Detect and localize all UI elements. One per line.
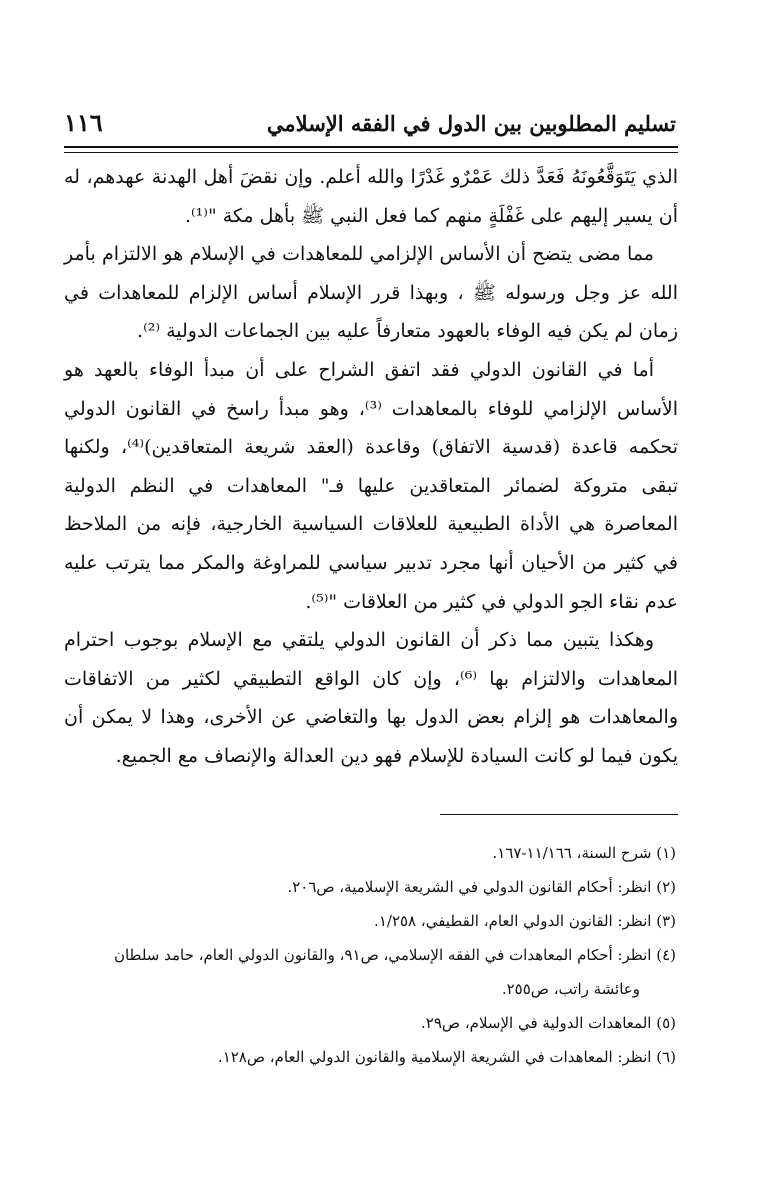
footnote-4-continuation: وعائشة راتب، ص٢٥٥. (501, 980, 640, 998)
footnote-2: (٢) انظر: أحكام القانون الدولي في الشريعة الإسلامية، ص٢٠٦. (287, 878, 676, 896)
paragraph-3: أما في القانون الدولي فقد اتفق الشراح على أن مبدأ الوفاء بالعهد هو الأساس الإلزامي للوفاء بالمعاهدات ⁽³⁾، وهو مبدأ راسخ في القانون الدولي تحكمه قاعدة (قدسية الاتفاق) وقاعدة (العقد شريعة المتعاقدين)⁽⁴⁾، ولكنها تبقى متروكة لضمائر المتعاقدين عليها فـ" المعاهدات في النظم الدولية المعاصرة هي الأداة الطبيعية للعلاقات السياسية الخارجية، فإنه من الملاحظ في كثير من الأحيان أنها مجرد تدبير سياسي للمراوغة والمكر مما يترتب عليه عدم نقاء الجو الدولي في كثير من العلاقات "⁽⁵⁾. (64, 358, 679, 613)
footnotes (64, 836, 676, 1074)
header-rule-bottom (64, 152, 678, 153)
body-text (64, 158, 678, 776)
header-rule-top (64, 146, 678, 148)
footnote-6: (٦) انظر: المعاهدات في الشريعة الإسلامية والقانون الدولي العام، ص١٢٨. (217, 1048, 676, 1066)
footnote-separator (440, 814, 678, 815)
book-title: تسليم المطلوبين بين الدول في الفقه الإسلامي (266, 111, 676, 136)
paragraph-4: وهكذا يتبين مما ذكر أن القانون الدولي يلتقي مع الإسلام بوجوب احترام المعاهدات والالتزام بها ⁽⁶⁾، وإن كان الواقع التطبيقي لكثير من الاتفاقات والمعاهدات هو إلزام بعض الدول بها والتغاضي عن الأخرى، وهذا لا يمكن أن يكون فيما لو كانت السيادة للإسلام فهو دين العدالة والإنصاف مع الجميع. (64, 629, 678, 767)
paragraph-1: الذي يَتَوَقَّعُونَهُ فَعَدَّ ذلك عَمْرٌو غَدْرًا والله أعلم. وإن نقضَ أهل الهدنة عهدهم، له أن يسير إليهم على غَفْلَةٍ منهم كما فعل النبي ﷺ بأهل مكة "⁽¹⁾. (64, 166, 678, 227)
running-header (64, 108, 676, 137)
footnote-4: (٤) انظر: أحكام المعاهدات في الفقه الإسلامي، ص٩١، والقانون الدولي العام، حامد سلطان (113, 946, 676, 964)
paragraph-2: مما مضى يتضح أن الأساس الإلزامي للمعاهدات في الإسلام هو الالتزام بأمر الله عز وجل ورسوله ﷺ ، وبهذا قرر الإسلام أساس الإلزام للمعاهدات في زمان لم يكن فيه الوفاء بالعهود متعارفاً عليه بين الجماعات الدولية ⁽²⁾. (64, 243, 678, 343)
footnote-3: (٣) انظر: القانون الدولي العام، القطيفي، ١/٢٥٨. (374, 912, 676, 930)
footnote-5: (٥) المعاهدات الدولية في الإسلام، ص٢٩. (421, 1014, 676, 1032)
footnote-1: (١) شرح السنة، ١١/١٦٦-١٦٧. (492, 844, 676, 862)
page-number: ١١٦ (64, 108, 103, 137)
